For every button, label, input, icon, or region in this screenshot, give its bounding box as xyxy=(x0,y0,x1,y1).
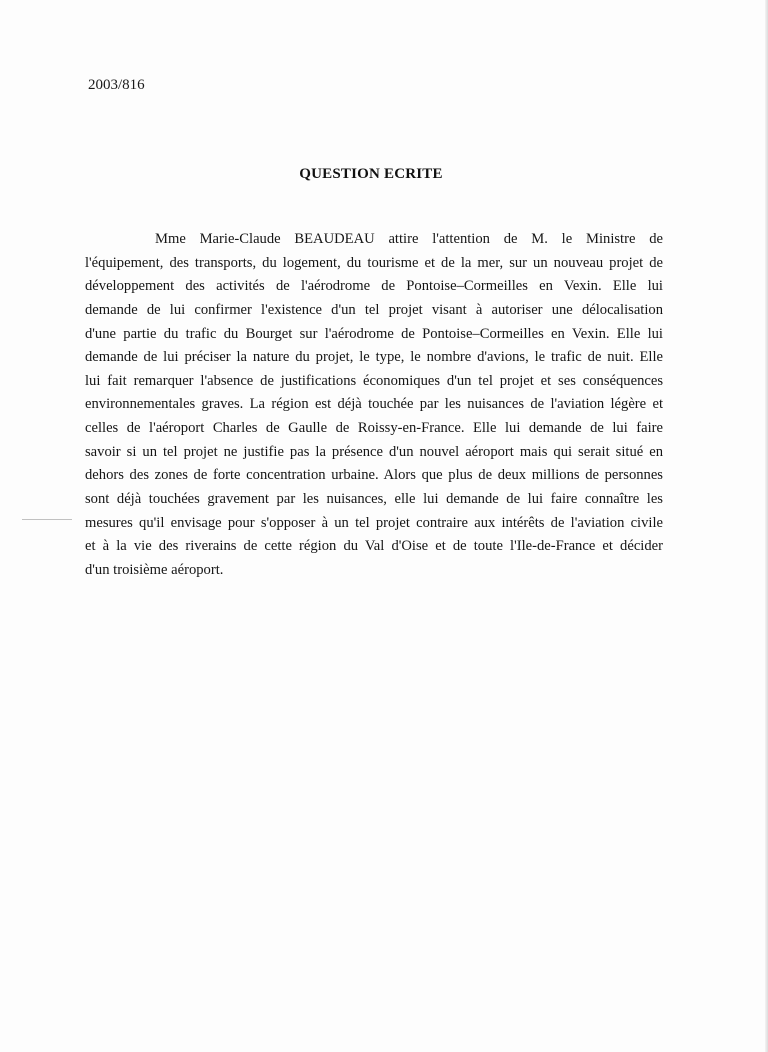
scan-artifact-line xyxy=(22,519,72,520)
body-line: Mme Marie-Claude BEAUDEAU attire l'attention de M. le Ministre de xyxy=(155,231,663,247)
question-body xyxy=(85,228,663,583)
body-line: mesures qu'il envisage pour s'opposer à un tel projet contraire aux intérêts de l'aviation civile xyxy=(85,514,663,531)
body-line: développement des activités de l'aérodrome de Pontoise–Cormeilles en Vexin. Elle lui xyxy=(85,278,663,295)
body-line: savoir si un tel projet ne justifie pas la présence d'un nouvel aéroport mais qui serait situé en xyxy=(85,443,663,460)
body-line: l'équipement, des transports, du logement, du tourisme et de la mer, sur un nouveau projet de xyxy=(85,254,663,271)
document-title: QUESTION ECRITE xyxy=(299,166,443,182)
body-line: celles de l'aéroport Charles de Gaulle de Roissy-en-France. Elle lui demande de lui faire xyxy=(85,420,663,437)
body-line: dehors des zones de forte concentration urbaine. Alors que plus de deux millions de personnes xyxy=(85,467,663,484)
body-line: demande de lui confirmer l'existence d'un tel projet visant à autoriser une délocalisation xyxy=(85,301,663,318)
body-line: environnementales graves. La région est déjà touchée par les nuisances de l'aviation légère et xyxy=(85,396,663,413)
body-line: d'un troisième aéroport. xyxy=(85,561,224,578)
body-line: d'une partie du trafic du Bourget sur l'aérodrome de Pontoise–Cormeilles en Vexin. Elle lui xyxy=(85,325,663,342)
document-reference: 2003/816 xyxy=(88,77,145,93)
body-line: lui fait remarquer l'absence de justifications économiques d'un tel projet et ses conséquences xyxy=(85,372,663,389)
body-line: demande de lui préciser la nature du projet, le type, le nombre d'avions, le trafic de nuit. Elle xyxy=(85,349,663,366)
body-line: et à la vie des riverains de cette région du Val d'Oise et de toute l'Ile-de-France et décider xyxy=(85,538,663,555)
body-line: sont déjà touchées gravement par les nuisances, elle lui demande de lui faire connaître les xyxy=(85,491,663,508)
